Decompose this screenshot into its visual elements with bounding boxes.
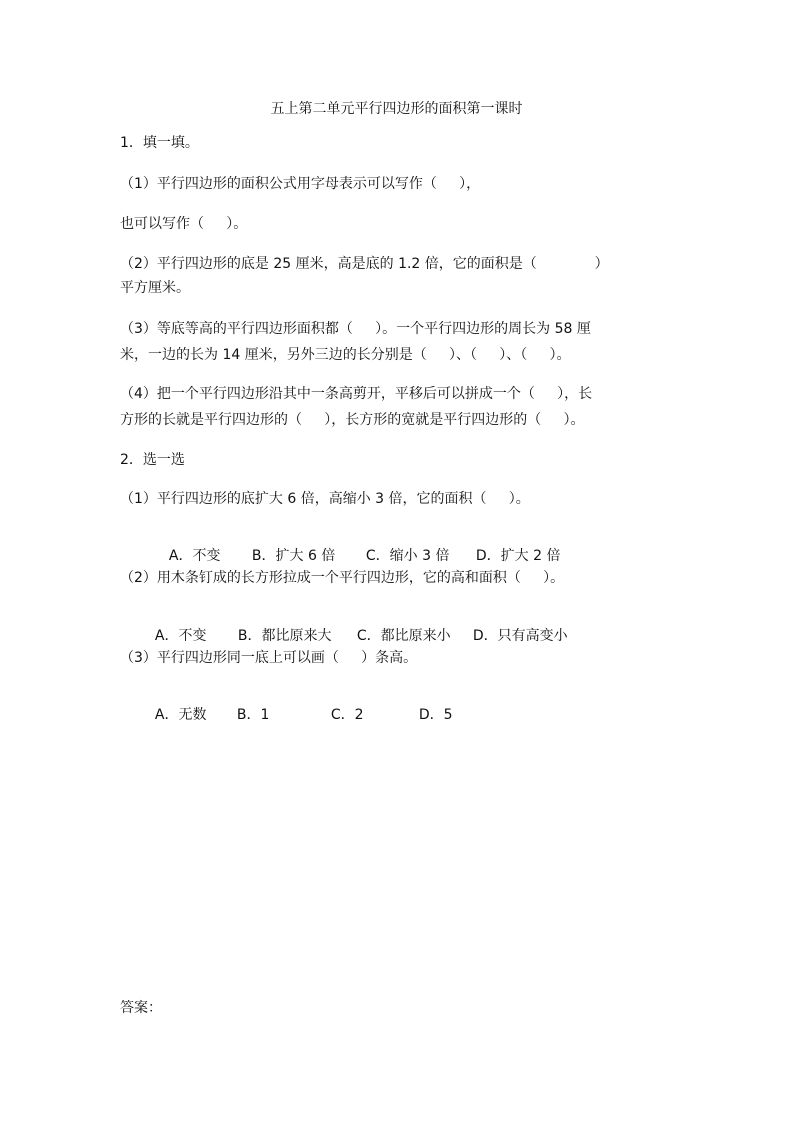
section-2-heading: 2．选一选 <box>120 452 185 468</box>
question-1-4-line1: （4）把一个平行四边形沿其中一条高剪开，平移后可以拼成一个（ ），长 <box>120 386 593 402</box>
question-2-2-options <box>146 609 568 645</box>
option-b: B．1 <box>236 707 270 723</box>
question-2-1-stem: （1）平行四边形的底扩大 6 倍，高缩小 3 倍，它的面积（ ）。 <box>120 491 530 507</box>
option-a: A．无数 <box>154 707 207 723</box>
question-1-1-line2: 也可以写作（ ）。 <box>120 216 248 232</box>
option-d: D．5 <box>418 707 453 723</box>
option-d: D．扩大 2 倍 <box>475 548 561 564</box>
option-c: C．2 <box>330 707 364 723</box>
answer-label: 答案： <box>120 1000 162 1016</box>
option-d: D．只有高变小 <box>472 628 568 644</box>
question-2-2-stem: （2）用木条钉成的长方形拉成一个平行四边形，它的高和面积（ ）。 <box>120 570 565 586</box>
question-2-1-options <box>160 529 561 565</box>
question-1-3-line1: （3）等底等高的平行四边形面积都（ ）。一个平行四边形的周长为 58 厘 <box>120 321 591 337</box>
page-title: 五上第二单元平行四边形的面积第一课时 <box>270 101 523 117</box>
question-1-2-line2: 平方厘米。 <box>120 280 190 296</box>
option-c: C．缩小 3 倍 <box>365 548 450 564</box>
option-a: A．不变 <box>168 548 221 564</box>
option-b: B．都比原来大 <box>237 628 332 644</box>
section-1-heading: 1．填一填。 <box>120 135 199 151</box>
question-2-3-options <box>146 688 453 724</box>
question-1-1-line1: （1）平行四边形的面积公式用字母表示可以写作（ ）， <box>120 176 481 192</box>
option-a: A．不变 <box>154 628 207 644</box>
option-b: B．扩大 6 倍 <box>251 548 336 564</box>
question-1-4-line2: 方形的长就是平行四边形的（ ），长方形的宽就是平行四边形的（ ）。 <box>120 412 585 428</box>
question-1-3-line2: 米，一边的长为 14 厘米，另外三边的长分别是（ ）、（ ）、（ ）。 <box>120 347 571 363</box>
question-1-2-line1: （2）平行四边形的底是 25 厘米，高是底的 1.2 倍，它的面积是（ ） <box>120 256 609 272</box>
question-2-3-stem: （3）平行四边形同一底上可以画（ ）条高。 <box>120 650 418 666</box>
option-c: C．都比原来小 <box>356 628 451 644</box>
